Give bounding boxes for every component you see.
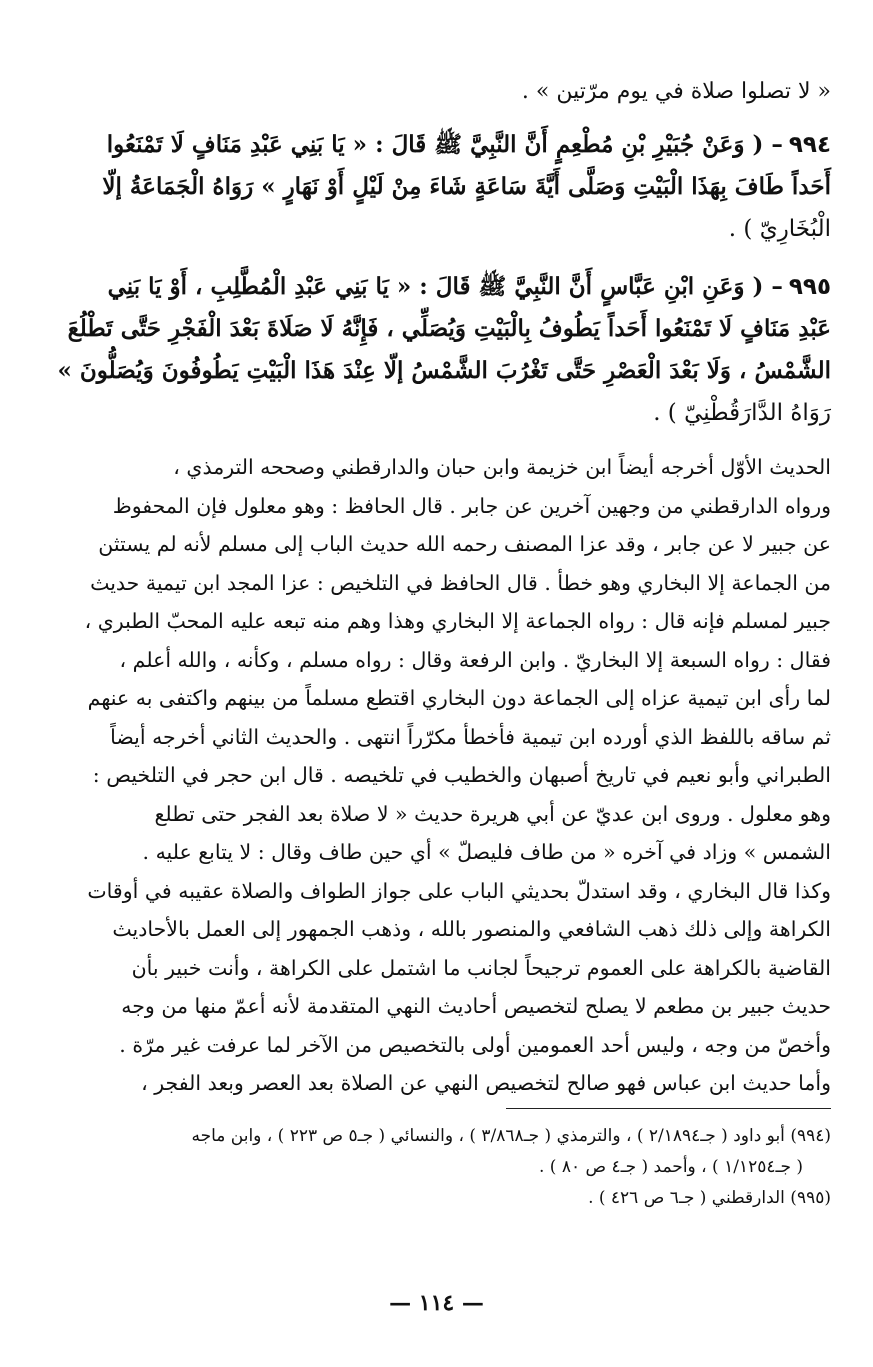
commentary-line: الكراهة وإلى ذلك ذهب الشافعي والمنصور بالله ، وذهب الجمهور إلى العمل بالأحاديث bbox=[112, 917, 831, 941]
footnote-divider bbox=[506, 1108, 831, 1109]
intro-quote bbox=[52, 72, 831, 112]
commentary-line: جبير لمسلم فإنه قال : رواه الجماعة إلا البخاري وهذا وهم منه تبعه عليه المحبّ الطبري ، bbox=[84, 609, 831, 633]
hadith-995-text-1: – ( وَعَنِ ابْنِ عَبَّاسٍ أَنَّ النَّبِيَّ ﷺ قَالَ : « يَا بَنِي عَبْدِ الْمُطَّلِبِ ، أَوْ يَا بَنِي bbox=[107, 273, 783, 300]
commentary-line: وأخصّ من وجه ، وليس أحد العمومين أولى بالتخصيص من الآخر لما عرفت غير مرّة . bbox=[119, 1032, 831, 1057]
hadith-994-line-2: أَحَداً طَافَ بِهَذَا الْبَيْتِ وَصَلَّى أَيَّةَ سَاعَةٍ شَاءَ مِنْ لَيْلٍ أَوْ نَهَارٍ » رَوَاهُ الْجَمَاعَةُ إلّا bbox=[102, 173, 831, 200]
commentary-line: عن جبير لا عن جابر ، وقد عزا المصنف رحمه الله حديث الباب إلى مسلم لأنه لم يستثن bbox=[98, 532, 831, 556]
commentary-line: حديث جبير بن مطعم لا يصلح لتخصيص أحاديث النهي المتقدمة لأنه أعمّ منها من وجه bbox=[121, 994, 831, 1018]
hadith-994-text-1: – ( وَعَنْ جُبَيْرِ بْنِ مُطْعِمٍ أَنَّ النَّبِيَّ ﷺ قَالَ : « يَا بَنِي عَبْدِ مَنَافٍ لَا تَمْنَعُوا bbox=[106, 131, 783, 158]
commentary-line: لما رأى ابن تيمية عزاه إلى الجماعة دون البخاري اقتطع مسلماً من بينهم واكتفى به عنهم bbox=[87, 686, 831, 710]
hadith-994-line-1 bbox=[52, 124, 831, 166]
hadith-995-line-4: رَوَاهُ الدَّارَقُطْنِيّ ) . bbox=[653, 400, 831, 426]
commentary-line: الطبراني وأبو نعيم في تاريخ أصبهان والخطيب في تلخيصه . قال ابن حجر في التلخيص : bbox=[92, 763, 831, 787]
hadith-995-line-3: الشَّمْسُ ، وَلَا بَعْدَ الْعَصْرِ حَتَّى تَغْرُبَ الشَّمْسُ إلّا عِنْدَ هَذَا الْبَيْتِ يَطُوفُونَ وَيُصَلُّونَ » bbox=[57, 357, 831, 384]
footnote-994: (٩٩٤) أبو داود ( جـ٢/١٨٩٤ ) ، والترمذي ( جـ٣/٨٦٨ ) ، والنسائي ( جـ٥ ص ٢٢٣ ) ، وابن ماجه bbox=[191, 1126, 831, 1146]
hadith-995-number: ٩٩٥ bbox=[788, 274, 831, 300]
footnote-995: (٩٩٥) الدارقطني ( جـ٦ ص ٤٢٦ ) . bbox=[588, 1188, 831, 1208]
page-number: — ١١٤ — bbox=[389, 1290, 484, 1316]
hadith-995-line-1 bbox=[52, 266, 831, 308]
commentary-line: وأما حديث ابن عباس فهو صالح لتخصيص النهي عن الصلاة بعد العصر وبعد الفجر ، bbox=[141, 1071, 831, 1095]
commentary-line: وهو معلول . وروى ابن عديّ عن أبي هريرة حديث « لا صلاة بعد الفجر حتى تطلع bbox=[154, 801, 831, 826]
hadith-995 bbox=[52, 266, 831, 434]
commentary-line: الشمس » وزاد في آخره « من طاف فليصلّ » أي حين طاف وقال : لا يتابع عليه . bbox=[142, 840, 831, 864]
commentary-line: وكذا قال البخاري ، وقد استدلّ بحديثي الباب على جواز الطواف والصلاة عقيبه في أوقات bbox=[87, 878, 831, 903]
hadith-994-number: ٩٩٤ bbox=[788, 132, 831, 158]
footnotes bbox=[52, 1121, 831, 1214]
hadith-994-line-3: الْبُخَارِيّ ) . bbox=[728, 216, 831, 242]
commentary bbox=[52, 448, 831, 1103]
commentary-line: ثم ساقه باللفظ الذي أورده ابن تيمية فأخطأ مكرّراً انتهى . والحديث الثاني أخرجه أيضاً bbox=[110, 724, 831, 749]
hadith-995-line-2: عَبْدِ مَنَافٍ لَا تَمْنَعُوا أَحَداً يَطُوفُ بِالْبَيْتِ وَيُصَلِّي ، فَإِنَّهُ لَا صَلَاةَ بَعْدَ الْفَجْرِ حَتَّى تَطْلُعَ bbox=[67, 315, 831, 342]
commentary-line: الحديث الأوّل أخرجه أيضاً ابن خزيمة وابن حبان والدارقطني وصححه الترمذي ، bbox=[173, 455, 831, 479]
commentary-line: ورواه الدارقطني من وجهين آخرين عن جابر . قال الحافظ : وهو معلول فإن المحفوظ bbox=[112, 493, 831, 518]
intro-line: « لا تصلوا صلاة في يوم مرّتين » . bbox=[521, 79, 831, 104]
commentary-line: من الجماعة إلا البخاري وهو خطأ . قال الحافظ في التلخيص : عزا المجد ابن تيمية حديث bbox=[90, 570, 831, 595]
hadith-994 bbox=[52, 124, 831, 250]
commentary-line: فقال : رواه السبعة إلا البخاريّ . وابن الرفعة وقال : رواه مسلم ، وكأنه ، والله أعلم ، bbox=[119, 647, 831, 672]
footnote-994-cont: ( جـ١/١٢٥٤ ) ، وأحمد ( جـ٤ ص ٨٠ ) . bbox=[539, 1157, 803, 1177]
commentary-line: القاضية بالكراهة على العموم ترجيحاً لجانب ما اشتمل على الكراهة ، وأنت خبير بأن bbox=[131, 955, 831, 980]
